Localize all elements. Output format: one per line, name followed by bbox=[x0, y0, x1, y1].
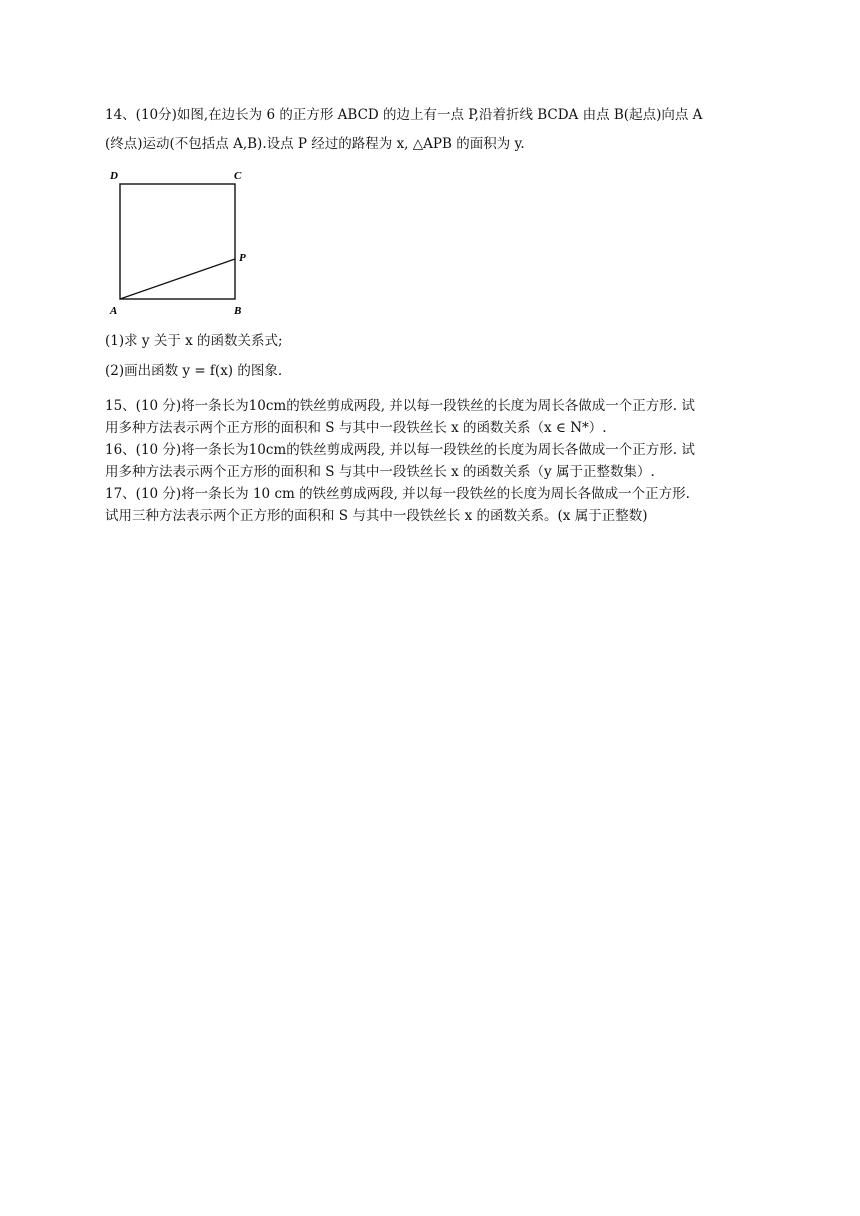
square-abcd-svg bbox=[104, 164, 254, 316]
segment-ap bbox=[120, 259, 235, 299]
problem-14-line-2: (终点)运动(不包括点 A,B).设点 P 经过的路程为 x, △APB 的面积为 y. bbox=[105, 136, 525, 152]
square-abcd-figure bbox=[104, 164, 254, 316]
label-p: P bbox=[239, 252, 246, 264]
square-outline bbox=[120, 184, 235, 299]
problem-14-line-1: 14、(10分)如图,在边长为 6 的正方形 ABCD 的边上有一点 P,沿着折线 BCDA 由点 B(起点)向点 A bbox=[105, 107, 703, 123]
label-d: D bbox=[110, 170, 118, 182]
problem-17-line-2: 试用三种方法表示两个正方形的面积和 S 与其中一段铁丝长 x 的函数关系。(x 属于正整数) bbox=[105, 508, 648, 524]
problem-17-line-1: 17、(10 分)将一条长为 10 cm 的铁丝剪成两段, 并以每一段铁丝的长度为周长各做成一个正方形. bbox=[105, 486, 690, 502]
label-a: A bbox=[110, 305, 118, 316]
problem-15-line-2: 用多种方法表示两个正方形的面积和 S 与其中一段铁丝长 x 的函数关系（x ∈ N*）. bbox=[105, 420, 607, 436]
problem-14-question-1: (1)求 y 关于 x 的函数关系式; bbox=[105, 333, 283, 349]
problem-14-question-2: (2)画出函数 y = f(x) 的图象. bbox=[105, 363, 283, 379]
problem-16-line-1: 16、(10 分)将一条长为10cm的铁丝剪成两段, 并以每一段铁丝的长度为周长各做成一个正方形. 试 bbox=[105, 442, 695, 458]
problem-16-line-2: 用多种方法表示两个正方形的面积和 S 与其中一段铁丝长 x 的函数关系（y 属于正整数集）. bbox=[105, 464, 655, 480]
problem-15-line-1: 15、(10 分)将一条长为10cm的铁丝剪成两段, 并以每一段铁丝的长度为周长各做成一个正方形. 试 bbox=[105, 398, 695, 414]
label-b: B bbox=[234, 305, 242, 316]
label-c: C bbox=[234, 170, 242, 182]
